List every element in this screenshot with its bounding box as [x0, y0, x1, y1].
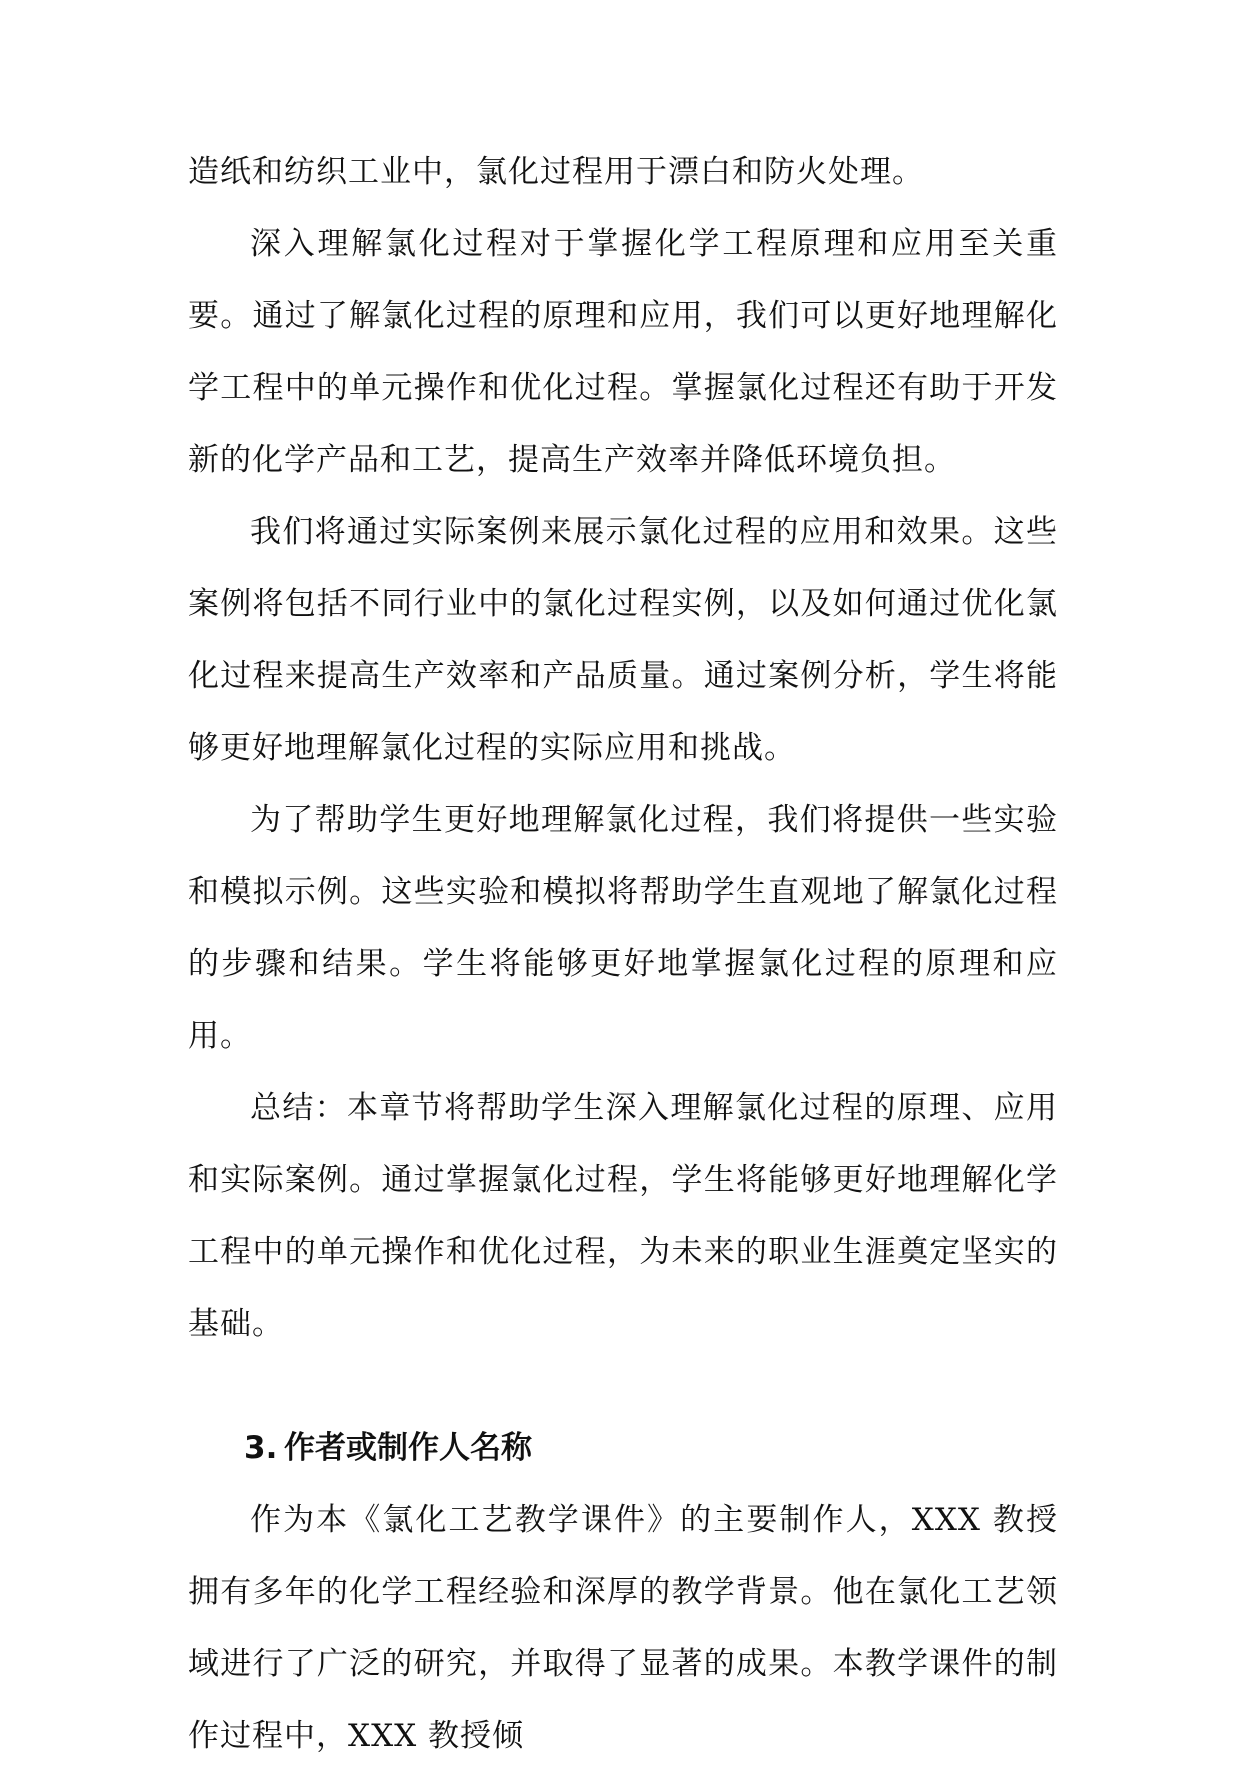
paragraph-understanding: 深入理解氯化过程对于掌握化学工程原理和应用至关重要。通过了解氯化过程的原理和应用，我们可以更好地理解化学工程中的单元操作和优化过程。掌握氯化过程还有助于开发新的化学产品和工艺，提高生产效率并降低环境负担。: [188, 226, 1058, 478]
section-number: 3.: [244, 1430, 278, 1466]
paragraph-continuation: 造纸和纺织工业中，氯化过程用于漂白和防火处理。: [188, 154, 924, 190]
paragraph-author: 作为本《氯化工艺教学课件》的主要制作人，XXX 教授拥有多年的化学工程经验和深厚的教学背景。他在氯化工艺领域进行了广泛的研究，并取得了显著的成果。本教学课件的制作过程中，XXX 教授倾: [188, 1502, 1058, 1754]
section-heading: [188, 1412, 1058, 1484]
paragraph-summary: 总结：本章节将帮助学生深入理解氯化过程的原理、应用和实际案例。通过掌握氯化过程，学生将能够更好地理解化学工程中的单元操作和优化过程，为未来的职业生涯奠定坚实的基础。: [188, 1090, 1058, 1342]
section-title: 作者或制作人名称: [284, 1430, 532, 1466]
paragraph-experiments: 为了帮助学生更好地理解氯化过程，我们将提供一些实验和模拟示例。这些实验和模拟将帮助学生直观地了解氯化过程的步骤和结果。学生将能够更好地掌握氯化过程的原理和应用。: [188, 802, 1058, 1054]
paragraph-case-studies: 我们将通过实际案例来展示氯化过程的应用和效果。这些案例将包括不同行业中的氯化过程实例，以及如何通过优化氯化过程来提高生产效率和产品质量。通过案例分析，学生将能够更好地理解氯化过程的实际应用和挑战。: [188, 514, 1058, 766]
document-body: [188, 136, 1058, 1772]
